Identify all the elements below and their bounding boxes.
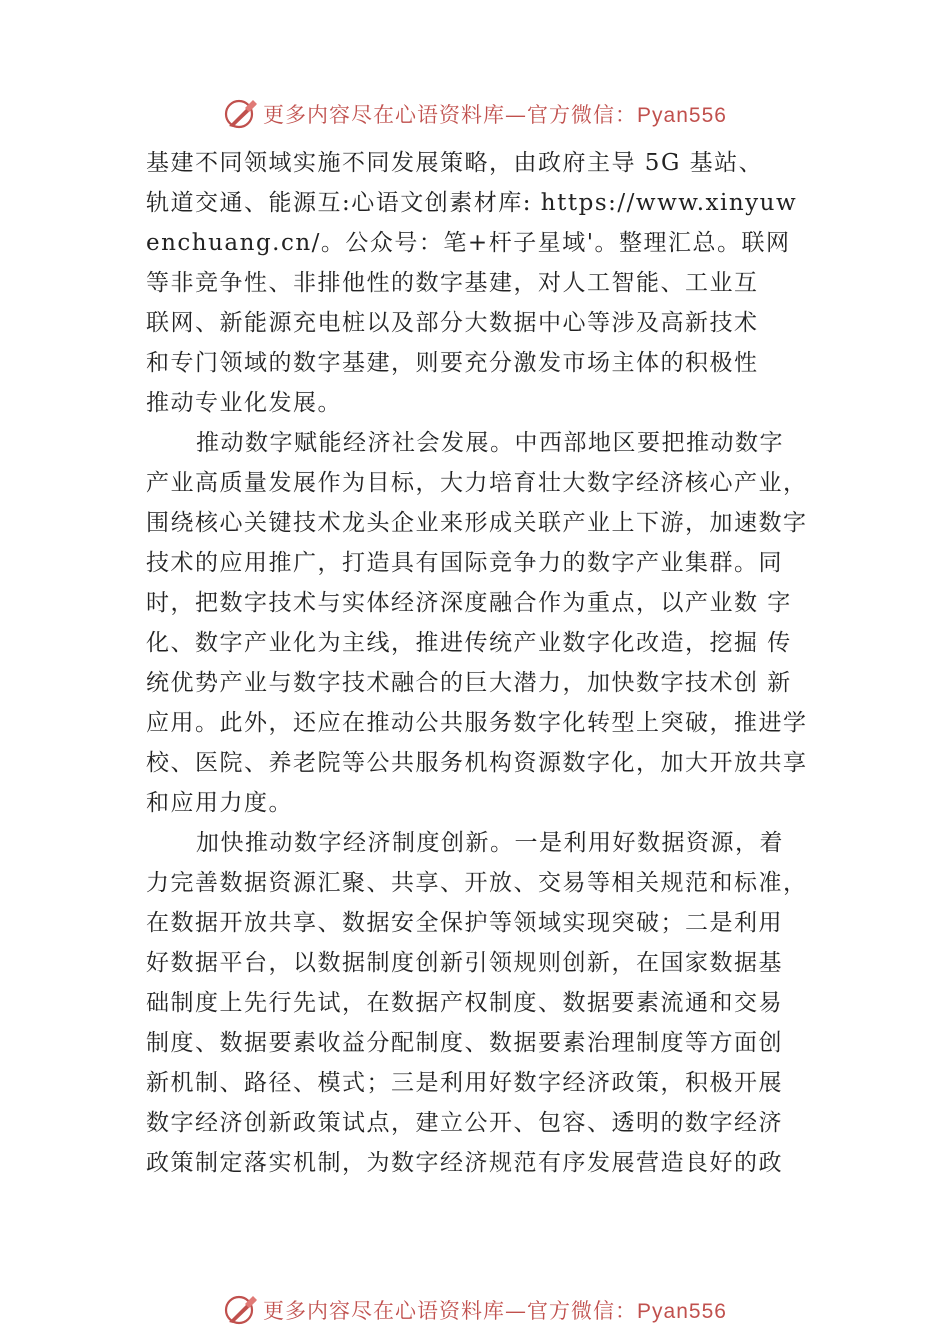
body-line: 围绕核心关键技术龙头企业来形成关联产业上下游，加速数字	[146, 510, 808, 536]
body-line: 统优势产业与数字技术融合的巨大潜力，加快数字技术创 新	[146, 670, 792, 696]
footer-text-group	[263, 1295, 727, 1325]
body-line: 联网、新能源充电桩以及部分大数据中心等涉及高新技术	[146, 310, 759, 336]
paragraph-first-line: 推动数字赋能经济社会发展。中西部地区要把推动数字	[196, 430, 784, 456]
footer-title: 更多内容尽在心语资料库	[263, 1299, 506, 1323]
body-line: 在数据开放共享、数据安全保护等领域实现突破；二是利用	[146, 910, 783, 936]
body-line: 产业高质量发展作为目标，大力培育壮大数字经济核心产业，	[146, 470, 808, 496]
footer-banner	[0, 1290, 950, 1330]
body-line: 时，把数字技术与实体经济深度融合作为重点，以产业数 字	[146, 590, 792, 616]
body-line: 制度、数据要素收益分配制度、数据要素治理制度等方面创	[146, 1030, 783, 1056]
header-title: 更多内容尽在心语资料库	[263, 103, 506, 127]
body-line: 基建不同领域实施不同发展策略，由政府主导 5G 基站、	[146, 150, 764, 176]
body-line: enchuang.cn/。公众号：笔+杆子星域'。整理汇总。联网	[146, 230, 791, 256]
header-wechat-account: Pyan556	[637, 104, 727, 127]
header-wechat-label: 官方微信：	[527, 103, 638, 127]
body-line: 和应用力度。	[146, 790, 293, 816]
header-text-group	[263, 99, 727, 129]
body-line: 轨道交通、能源互:心语文创素材库: https://www.xinyuw	[146, 190, 798, 216]
body-line: 力完善数据资源汇聚、共享、开放、交易等相关规范和标准，	[146, 870, 808, 896]
body-line: 技术的应用推广，打造具有国际竞争力的数字产业集群。同	[146, 550, 783, 576]
quill-pen-logo-icon	[223, 1292, 259, 1328]
body-line: 和专门领域的数字基建，则要充分激发市场主体的积极性	[146, 350, 759, 376]
body-line: 新机制、路径、模式；三是利用好数字经济政策，积极开展	[146, 1070, 783, 1096]
paragraph-first-line: 加快推动数字经济制度创新。一是利用好数据资源，着	[196, 830, 784, 856]
header-separator: —	[505, 103, 528, 127]
footer-wechat-label: 官方微信：	[527, 1299, 638, 1323]
body-line: 应用。此外，还应在推动公共服务数字化转型上突破，推进学	[146, 710, 808, 736]
body-line: 数字经济创新政策试点，建立公开、包容、透明的数字经济	[146, 1110, 783, 1136]
body-line: 校、医院、养老院等公共服务机构资源数字化，加大开放共享	[146, 750, 808, 776]
body-line: 推动专业化发展。	[146, 390, 342, 416]
body-line: 化、数字产业化为主线，推进传统产业数字化改造，挖掘 传	[146, 630, 792, 656]
body-line: 好数据平台，以数据制度创新引领规则创新，在国家数据基	[146, 950, 783, 976]
footer-separator: —	[505, 1299, 528, 1323]
header-banner	[0, 94, 950, 134]
body-line: 础制度上先行先试，在数据产权制度、数据要素流通和交易	[146, 990, 783, 1016]
footer-wechat-account: Pyan556	[637, 1300, 727, 1323]
body-line: 等非竞争性、非排他性的数字基建，对人工智能、工业互	[146, 270, 759, 296]
body-line: 政策制定落实机制，为数字经济规范有序发展营造良好的政	[146, 1150, 783, 1176]
quill-pen-logo-icon	[223, 96, 259, 132]
